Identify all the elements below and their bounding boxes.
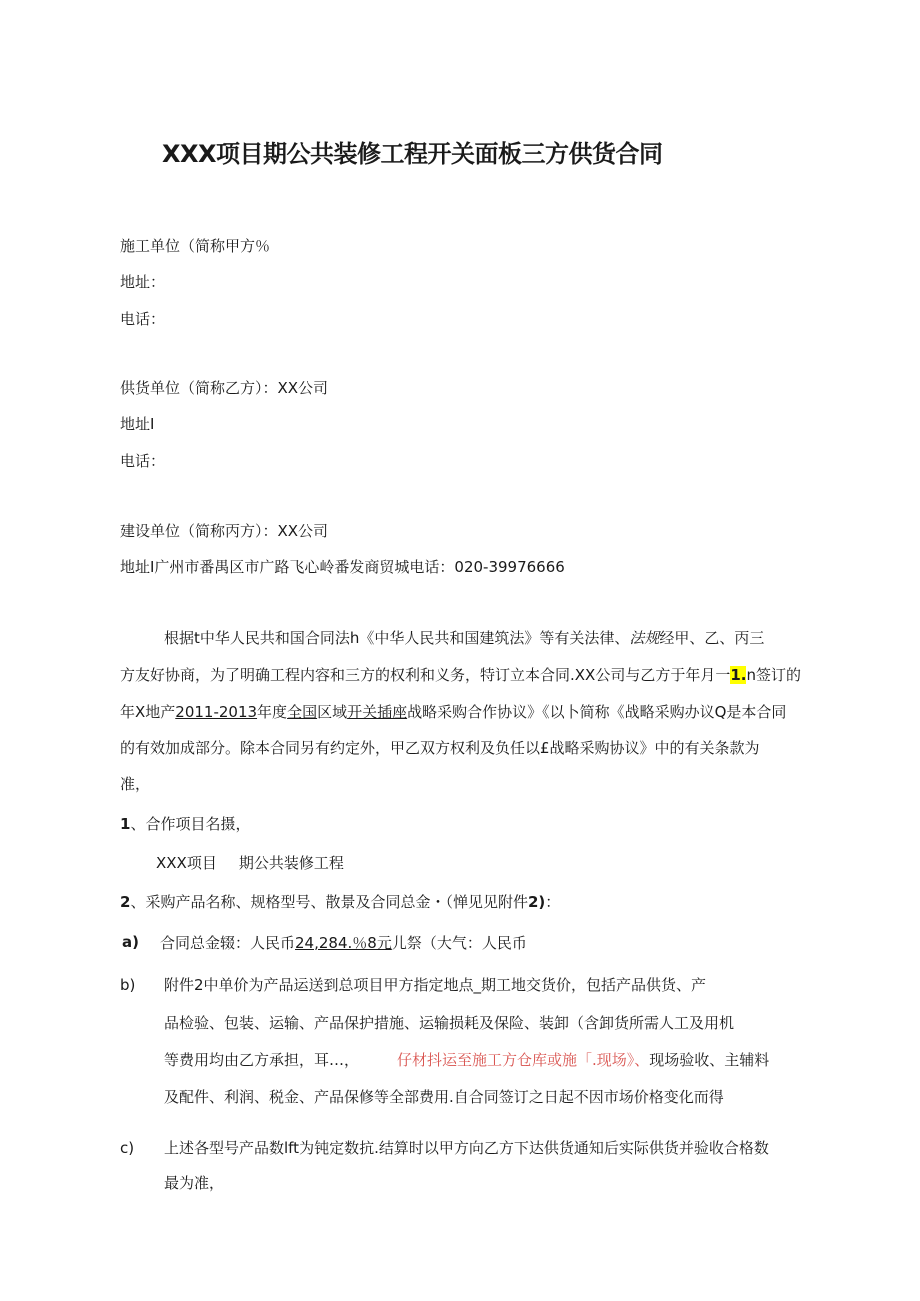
section-2-heading-end: ： [545,893,561,911]
item-b-line-4: 及配件、利润、税金、产品保修等全部费用.自合同签订之日起不因市场价格变化而得 [164,1088,724,1106]
section-2-appendix: 2) [527,893,546,911]
page-title: XXX项目期公共装修工程开关面板三方供货合同 [162,140,663,168]
item-c-line-1: 上述各型号产品数lft为钝定数抗.结算时以甲方向乙方下达供货通知后实际供货并验收合格数 [164,1139,769,1157]
intro-line-1-italic: 法规 [629,629,660,647]
item-a-text [160,933,527,953]
party-b-phone: 电话： [120,452,166,470]
party-b-address: 地址I [120,415,155,433]
intro-line-2-text: 方友好协商，为了明确工程内容和三方的权利和义务，特订立本合同.XX公司与乙方于年月一 [120,666,731,684]
section-2-heading-text: 、采购产品名称、规格型号、散景及合同总金・（惮见见附件 [130,893,528,911]
section-1-heading [120,814,250,834]
red-text: 仔材抖运至施工方仓库或施「.现场》、 [397,1051,650,1069]
item-a-text-1: 合同总金辍：人民币 [160,934,296,952]
underlined-product: 开关插座 [347,703,408,721]
section-2-heading [120,892,560,912]
item-b-line-2: 品检验、包装、运输、产品保护措施、运输损耗及保险、装卸（含卸货所需人工及用机 [164,1014,735,1032]
item-b-line-1: 附件2中单价为产品运送到总项目甲方指定地点_期工地交货价，包括产品供货、产 [164,976,707,994]
item-c-marker: c) [120,1139,135,1157]
party-b-unit: 供货单位（简称乙方）：XX公司 [120,379,329,397]
project-name-a: XXX项目 [156,854,217,872]
item-b-line-3-a: 等费用均由乙方承担，耳…， [164,1051,360,1069]
intro-line-4: 的有效加成部分。除本合同另有约定外，甲乙双方权利及负任以£战略采购协议》中的有关条款为 [120,739,760,757]
item-b-marker: b) [120,976,136,994]
section-1-project [156,853,344,873]
section-1-heading-text: 、合作项目名摄， [130,815,251,833]
intro-line-3-d: 战略采购合作协议》《以卜简称《战略采购办议Q是本合同 [407,703,787,721]
section-1-number: 1 [120,815,131,833]
intro-line-1-text: 根据t中华人民共和国合同法h《中华人民共和国建筑法》等有关法律、 [164,629,630,647]
underlined-scope: 全国 [287,703,318,721]
highlighted-text: 1. [730,666,747,684]
item-c-line-2: 最为准， [164,1174,225,1192]
contract-amount: 24,284.％8元 [295,934,392,952]
party-a-address: 地址： [120,273,166,291]
project-name-b: 期公共装修工程 [238,854,344,872]
intro-line-2 [120,665,801,685]
section-2-number: 2 [120,893,131,911]
item-b-line-3 [164,1050,769,1070]
item-a-text-2: 儿祭（大气：人民币 [391,934,527,952]
intro-line-1 [164,628,764,648]
party-a-unit: 施工单位（简称甲方％ [120,237,271,255]
intro-line-3-b: 年度 [257,703,288,721]
underlined-years: 2011-2013 [175,703,258,721]
item-a-marker: a) [122,933,139,951]
party-a-phone: 电话： [120,310,166,328]
intro-line-2-end: n签订的 [746,666,801,684]
intro-line-3 [120,702,786,722]
intro-line-1-end: 经甲、乙、丙三 [659,629,765,647]
party-c-address-phone: 地址I广州市番禺区市广路飞心岭番发商贸城电话：020-39976666 [120,558,565,576]
intro-line-5: 准， [120,775,151,793]
intro-line-3-a: 年X地产 [120,703,176,721]
item-b-line-3-b: 现场验收、主辅料 [649,1051,770,1069]
intro-line-3-c: 区域 [317,703,348,721]
party-c-unit: 建设单位（简称丙方）：XX公司 [120,522,329,540]
